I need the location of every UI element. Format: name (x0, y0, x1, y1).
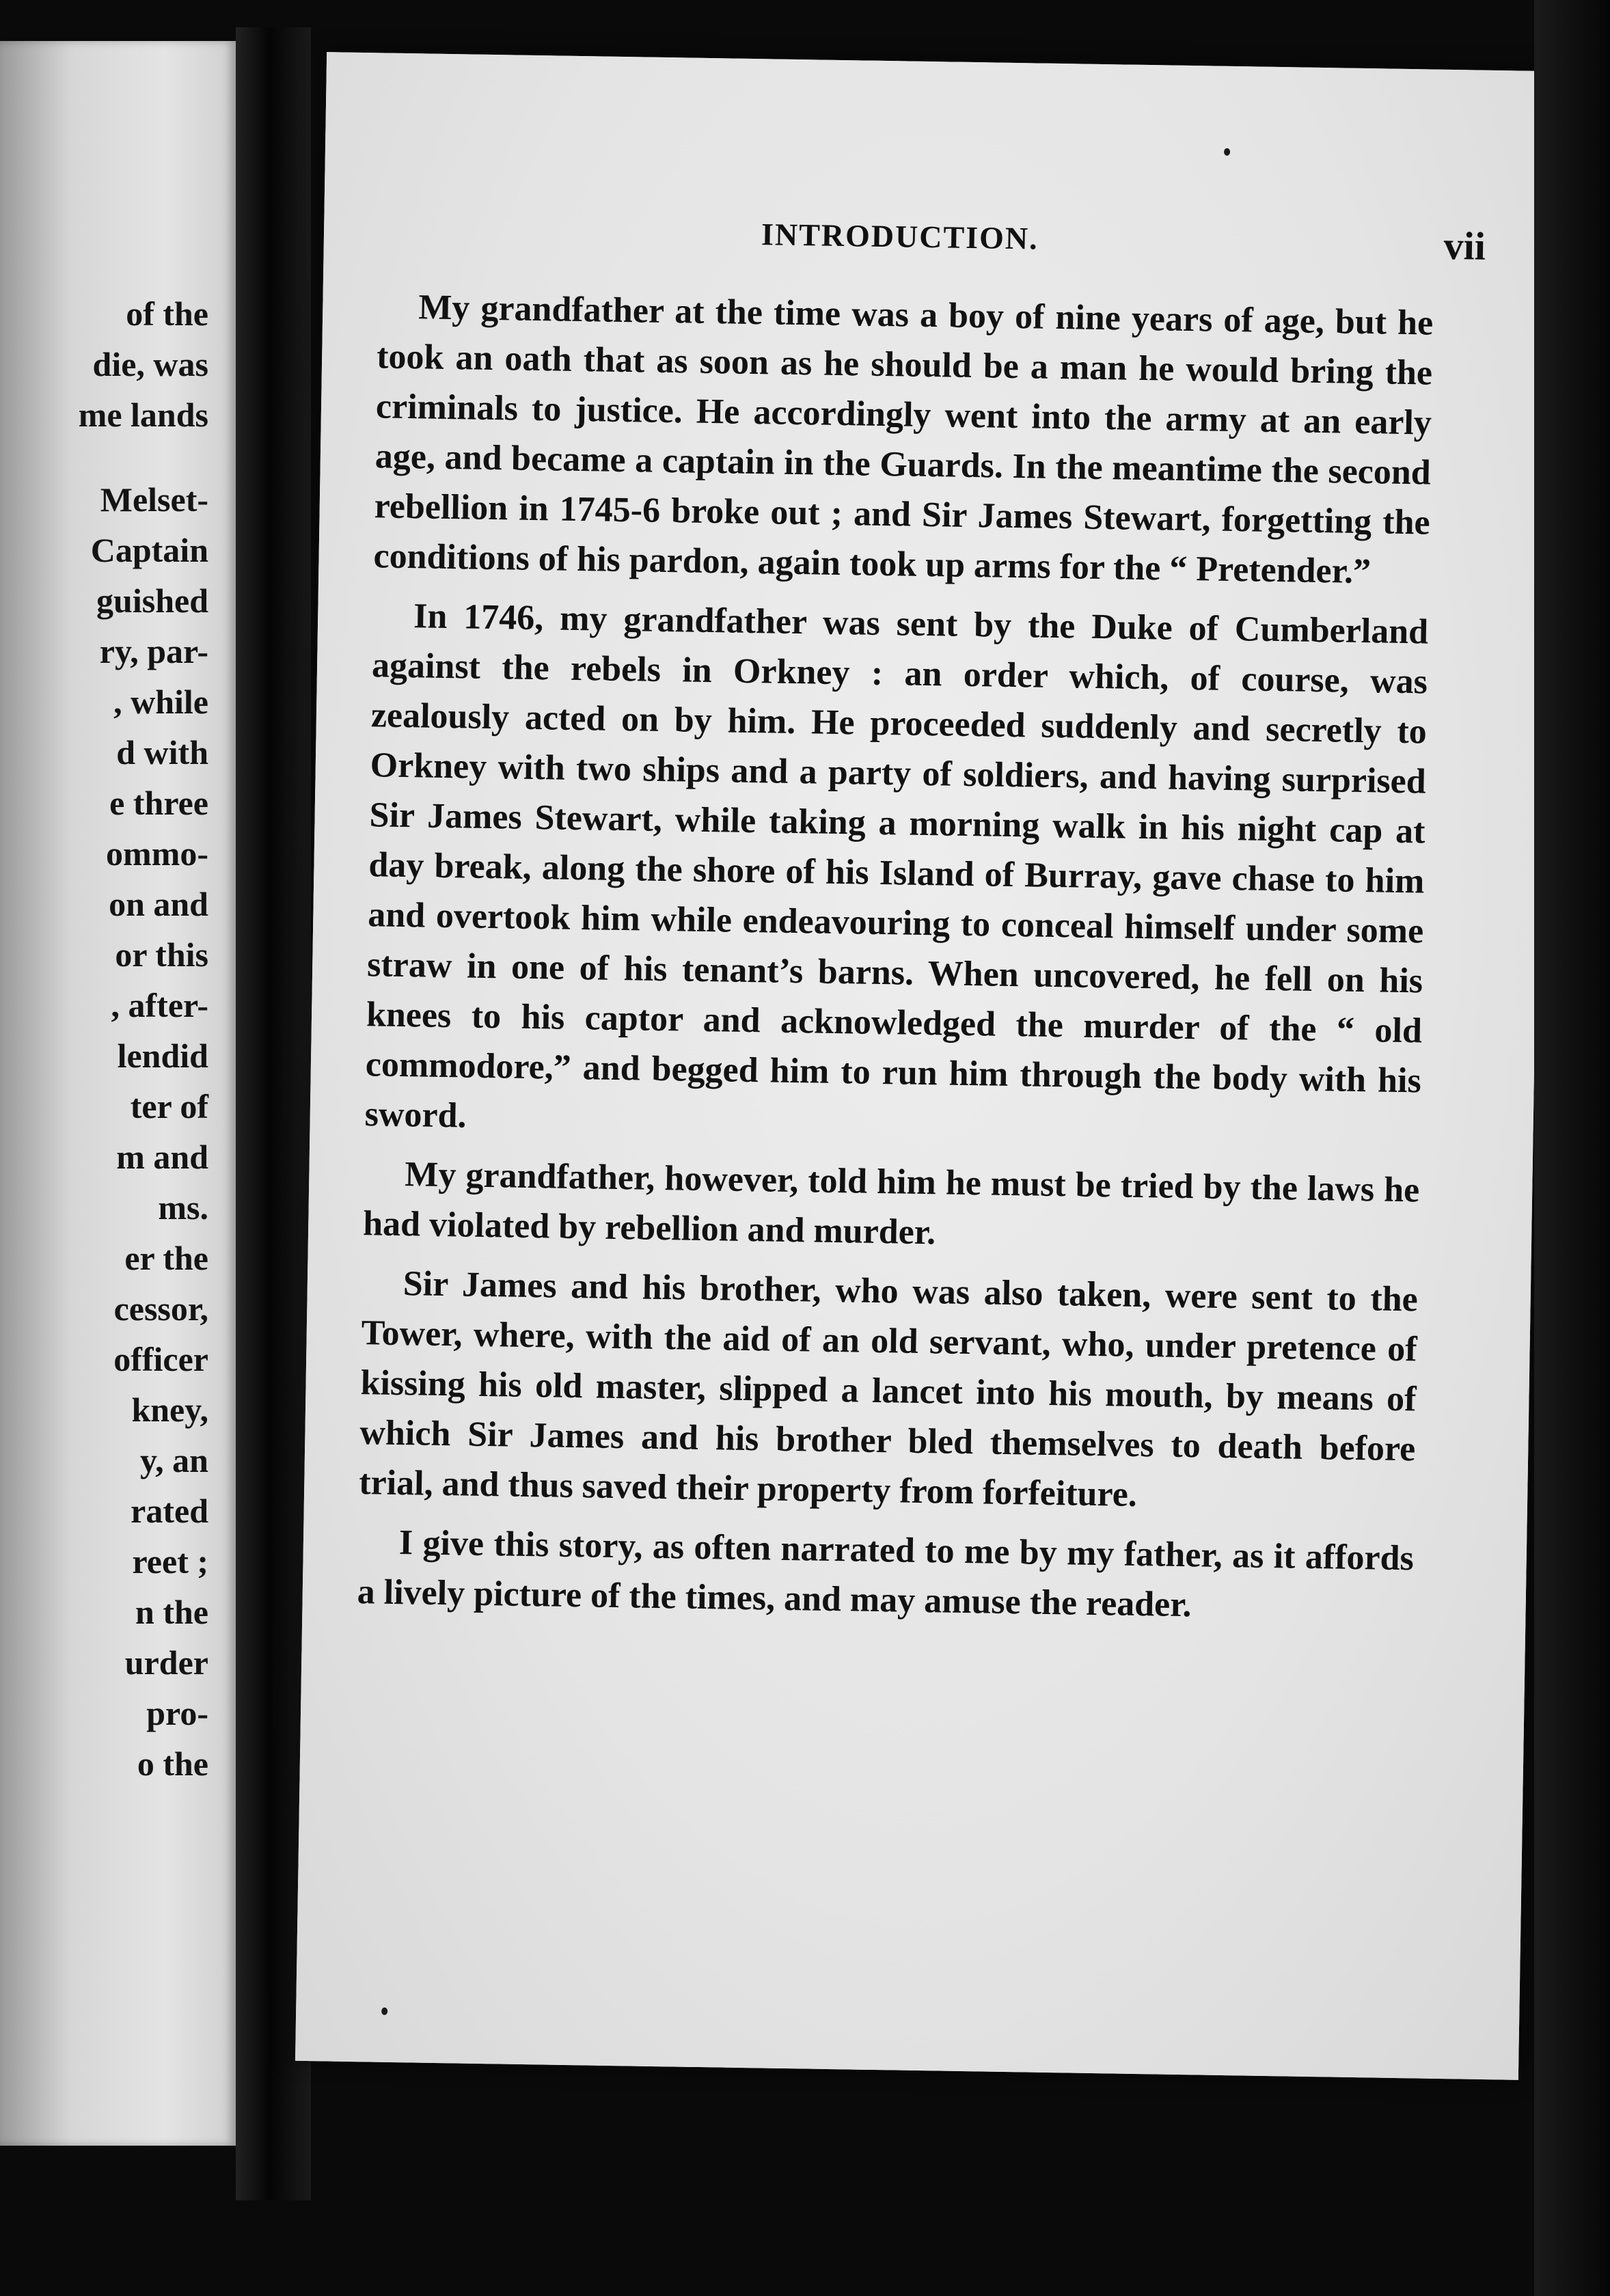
facing-page-line: ter of (130, 1087, 208, 1125)
ink-speck (381, 2008, 387, 2015)
facing-page-line: n the (135, 1593, 208, 1631)
facing-page-line: kney, (131, 1391, 208, 1429)
body-text (357, 282, 1434, 1643)
facing-page-line: cessor, (113, 1289, 208, 1328)
facing-page-line: e three (109, 784, 208, 822)
paragraph: Sir James and his brother, who was also taken, were sent to the Tower, where, with the aid of an old servant, who, under pretence of kissing his old master, slipped a lancet into his mouth, by means of which Sir James and his brother bled themselves to death before trial, and thus saved their property from forfeiture. (358, 1264, 1419, 1515)
running-head: INTRODUCTION. (761, 217, 1039, 256)
facing-page-line: ry, par- (99, 632, 208, 670)
facing-page-line: or this (115, 935, 208, 974)
facing-page-line: o the (137, 1745, 208, 1783)
paragraph: My grandfather at the time was a boy of nine years of age, but he took an oath that as soon as he should be a man he would bring the criminals to justice. He accordingly went into the army at an early age, and became a captain in the Guards. In the meantime the second rebellion in 1745-6 broke out ; and Sir James Stewart, forgetting the conditions of his pardon, again took up arms for the “ Pretender.” (373, 288, 1434, 592)
paragraph: In 1746, my grandfather was sent by the Duke of Cumberland against the rebels in Orkney : an order which, of course, was zealously acted on by him. He proceeded suddenly and secretly to Orkney with two ships and a party of soldiers, and having surprised Sir James Stewart, while taking a morning walk in his night cap at day break, along the shore of his Island of Burray, gave chase to him and overtook him while endeavouring to conceal himself under some straw in one of his tenant’s barns. When uncovered, he fell on his knees to his captor and acknowledged the murder of the “ old commodore,” and begged him to run him through the body with his sword. (364, 597, 1429, 1136)
facing-page-line: ommo- (106, 834, 208, 873)
facing-page-line: er the (124, 1239, 208, 1277)
facing-page-line: die, was (92, 345, 208, 383)
facing-page-line: rated (131, 1492, 208, 1530)
book-page (295, 52, 1550, 2080)
facing-page-line: reet ; (132, 1542, 208, 1581)
paragraph: My grandfather, however, told him he must be tried by the laws he had violated by rebellion and murder. (362, 1155, 1420, 1253)
facing-page-line: on and (109, 885, 208, 923)
facing-page-line: Melset- (100, 480, 208, 519)
facing-page-left (0, 41, 236, 2146)
scan-edge-right (1534, 0, 1610, 2296)
facing-page-line: ms. (158, 1188, 208, 1227)
facing-page-line: y, an (139, 1441, 208, 1479)
facing-page-line: lendid (117, 1037, 208, 1075)
paragraph: I give this story, as often narrated to me by my father, as it affords a lively picture of the times, and may amuse the reader. (357, 1523, 1415, 1625)
page-number: vii (1443, 223, 1486, 269)
facing-page-line: d with (116, 733, 208, 771)
facing-page-line: of the (126, 295, 208, 333)
facing-page-line: urder (124, 1643, 208, 1682)
facing-page-line: Captain (90, 531, 208, 569)
facing-page-line: m and (116, 1138, 208, 1176)
facing-page-line: me lands (78, 396, 208, 434)
facing-page-line: pro- (146, 1694, 208, 1732)
facing-page-line: , while (113, 683, 208, 721)
facing-page-line: guished (96, 582, 208, 620)
facing-page-line: officer (113, 1340, 208, 1378)
ink-speck (1224, 148, 1230, 156)
facing-page-line: , after- (111, 986, 208, 1024)
page-header (323, 209, 1547, 276)
